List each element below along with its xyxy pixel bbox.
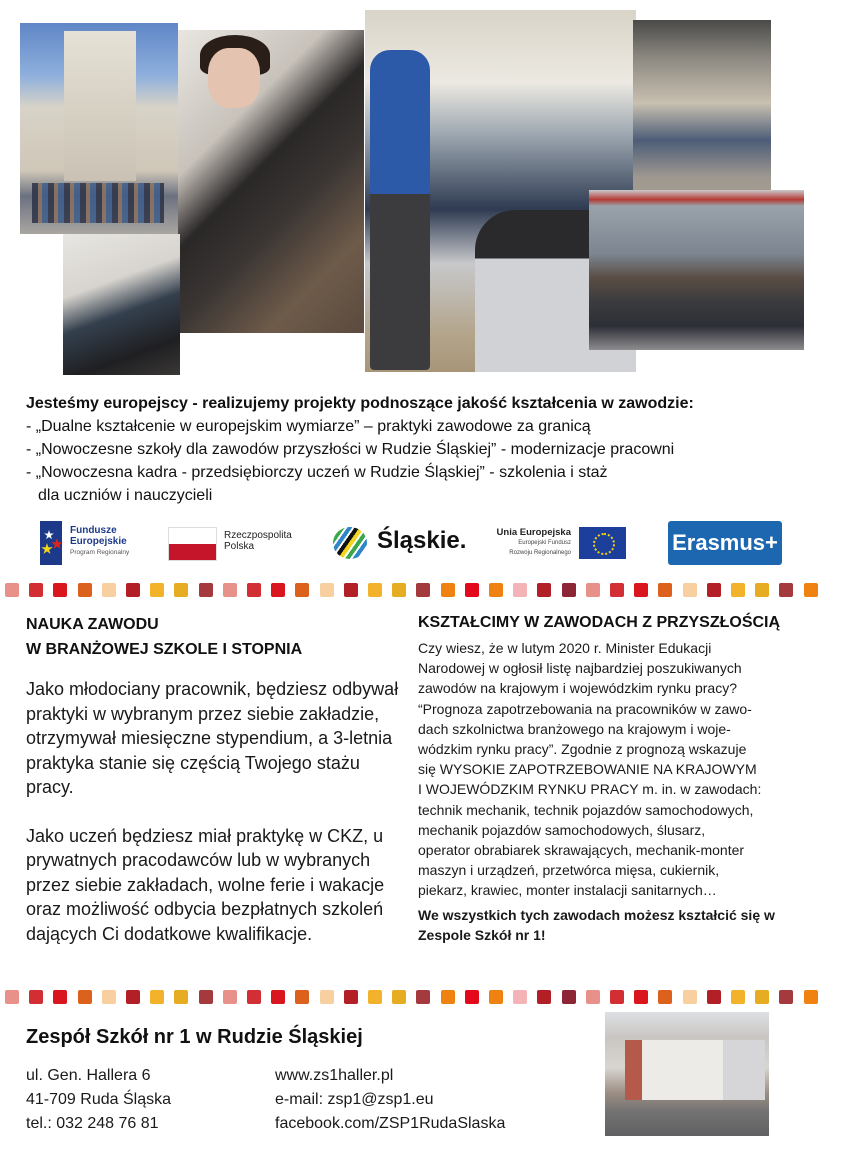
dot-square: [392, 990, 406, 1004]
dot-square: [658, 990, 672, 1004]
dot-square: [78, 583, 92, 597]
dot-square: [513, 990, 527, 1004]
address-street: ul. Gen. Hallera 6: [26, 1067, 151, 1084]
logo-subtext: Rozwoju Regionalnego: [509, 550, 571, 556]
dot-square: [755, 583, 769, 597]
logo-text: Unia Europejska: [496, 527, 571, 538]
logo-erasmus: Erasmus+: [668, 521, 782, 565]
dot-square: [707, 990, 721, 1004]
dot-square: [489, 990, 503, 1004]
dot-square: [562, 990, 576, 1004]
dot-square: [368, 990, 382, 1004]
dot-square: [634, 583, 648, 597]
european-heading: Jesteśmy europejscy - realizujemy projekty podnoszące jakość kształcenia w zawodzie:: [26, 395, 694, 412]
dot-square: [320, 990, 334, 1004]
dot-square: [295, 583, 309, 597]
project-item: - „Dualne kształcenie w europejskim wymiarze” – praktyki zawodowe za granicą: [26, 418, 591, 435]
dot-square: [295, 990, 309, 1004]
student-shape: [370, 50, 430, 370]
dot-square: [320, 583, 334, 597]
dot-square: [392, 583, 406, 597]
address-city: 41-709 Ruda Śląska: [26, 1091, 171, 1108]
dot-square: [779, 990, 793, 1004]
dot-square: [441, 583, 455, 597]
photo-hairdressing-practice: [63, 234, 180, 375]
dot-square: [634, 990, 648, 1004]
school-name: Zespół Szkół nr 1 w Rudzie Śląskiej: [26, 1026, 363, 1048]
dot-square: [658, 583, 672, 597]
dot-square: [199, 583, 213, 597]
dot-square: [586, 990, 600, 1004]
dot-square: [247, 583, 261, 597]
dot-square: [150, 583, 164, 597]
paragraph: Czy wiesz, że w lutym 2020 r. Minister Edukacji Narodowej w ogłosił listę najbardziej poszukiwanych zawodów na krajowym i wojewódzkim rynku pracy? “Prognoza zapotrzebowania na pracowników w zawo- dach szkolnictwa branżowego na krajowym i woje- wódzkim rynku pracy”. Zgodnie z prognozą wskazuje się WYSOKIE ZAPOTRZEBOWANIE NA KRAJOWYM I WOJEWÓDZKIM RYNKU PRACY m. in. w zawodach: technik mechanik, technik pojazdów samochodowych, mechanik pojazdów samochodowych, ślusarz, operator obrabiarek skrawających, mechanik-monter maszyn i urządzeń, przetwórca mięsa, cukiernik, piekarz, krawiec, monter instalacji sanitarnych…: [418, 640, 762, 899]
dot-square: [344, 990, 358, 1004]
dot-square: [126, 583, 140, 597]
dot-square: [271, 583, 285, 597]
dot-square: [53, 583, 67, 597]
website-link[interactable]: www.zs1haller.pl: [275, 1067, 394, 1084]
dot-square: [731, 990, 745, 1004]
dot-square: [465, 583, 479, 597]
eu-flag-icon: [579, 527, 626, 559]
paragraph: Jako uczeń będziesz miał praktykę w CKZ, u prywatnych pracodawców lub w wybranych przez siebie zakładach, wolne ferie i wakacje oraz możliwość odbycia bezpłatnych szkoleń dających Ci dodatkowe kwalifikacje.: [26, 825, 385, 944]
school-address: [26, 1064, 171, 1136]
project-item: - „Nowoczesne szkoły dla zawodów przyszłości w Rudzie Śląskiej” - modernizacje pracowni: [26, 441, 675, 458]
dot-square: [223, 583, 237, 597]
face-shape: [208, 48, 260, 108]
dot-square: [416, 583, 430, 597]
polish-flag-icon: [168, 527, 217, 561]
logo-text: Polska: [224, 541, 255, 552]
decorative-dot-row: [5, 990, 845, 1004]
dot-square: [368, 583, 382, 597]
closing-statement: We wszystkich tych zawodach możesz kształcić się w Zespole Szkół nr 1!: [418, 906, 775, 943]
dot-square: [804, 990, 818, 1004]
dot-square: [174, 583, 188, 597]
dot-square: [610, 583, 624, 597]
decorative-dot-row: [5, 583, 845, 597]
dot-square: [102, 583, 116, 597]
dot-square: [683, 990, 697, 1004]
european-projects: [26, 392, 806, 507]
logo-text: Śląskie.: [377, 527, 467, 554]
dot-square: [804, 583, 818, 597]
facebook-link[interactable]: facebook.com/ZSP1RudaSlaska: [275, 1115, 506, 1132]
photo-hairdressing-student: [178, 30, 364, 333]
dot-square: [102, 990, 116, 1004]
dot-square: [683, 583, 697, 597]
dot-square: [586, 583, 600, 597]
paragraph: Jako młodociany pracownik, będziesz odbywał praktyki w wybranym przez siebie zakładzie, otrzymywał miesięczne stypendium, a 3-letnia praktyka stanie się częścią Twojego stażu pracy.: [26, 679, 399, 797]
vocational-training-section: [26, 612, 406, 946]
dot-square: [29, 990, 43, 1004]
logo-text: Rzeczpospolita: [224, 530, 292, 541]
school-contact: [275, 1064, 505, 1136]
dot-square: [199, 990, 213, 1004]
dot-square: [562, 583, 576, 597]
dot-square: [271, 990, 285, 1004]
dot-square: [537, 990, 551, 1004]
section-heading: KSZTAŁCIMY W ZAWODACH Z PRZYSZŁOŚCIĄ: [418, 614, 781, 631]
dot-square: [537, 583, 551, 597]
logo-text: Fundusze: [70, 525, 117, 536]
dot-square: [707, 583, 721, 597]
slaskie-waves-icon: [333, 527, 367, 559]
phone-number: tel.: 032 248 76 81: [26, 1115, 159, 1132]
project-item: - „Nowoczesna kadra - przedsiębiorczy uczeń w Rudzie Śląskiej” - szkolenia i staż: [26, 464, 608, 481]
dot-square: [779, 583, 793, 597]
photo-school-building: [605, 1012, 769, 1136]
dot-square: [731, 583, 745, 597]
group-shape: [32, 183, 164, 223]
tower-shape: [64, 31, 136, 181]
dot-square: [416, 990, 430, 1004]
dot-square: [513, 583, 527, 597]
dot-square: [150, 990, 164, 1004]
dot-square: [755, 990, 769, 1004]
logo-subtext: Program Regionalny: [70, 549, 130, 556]
dot-square: [78, 990, 92, 1004]
dot-square: [465, 990, 479, 1004]
logo-text: Europejskie: [70, 536, 127, 547]
dot-square: [5, 583, 19, 597]
dot-square: [126, 990, 140, 1004]
dot-square: [247, 990, 261, 1004]
building-shape: [625, 1040, 765, 1100]
dot-square: [29, 583, 43, 597]
logo-subtext: Europejski Fundusz: [518, 540, 571, 546]
photo-mechanics-training: [633, 20, 771, 205]
dot-square: [53, 990, 67, 1004]
dot-square: [223, 990, 237, 1004]
photo-stadium-group: [589, 190, 804, 350]
dot-square: [610, 990, 624, 1004]
future-professions-section: [418, 612, 823, 945]
project-item-continuation: dla uczniów i nauczycieli: [38, 487, 213, 504]
photo-lisbon-trip: [20, 23, 178, 234]
dot-square: [174, 990, 188, 1004]
dot-square: [5, 990, 19, 1004]
dot-square: [344, 583, 358, 597]
dot-square: [441, 990, 455, 1004]
email-link[interactable]: e-mail: zsp1@zsp1.eu: [275, 1091, 434, 1108]
section-heading: NAUKA ZAWODU W BRANŻOWEJ SZKOLE I STOPNIA: [26, 616, 303, 658]
dot-square: [489, 583, 503, 597]
